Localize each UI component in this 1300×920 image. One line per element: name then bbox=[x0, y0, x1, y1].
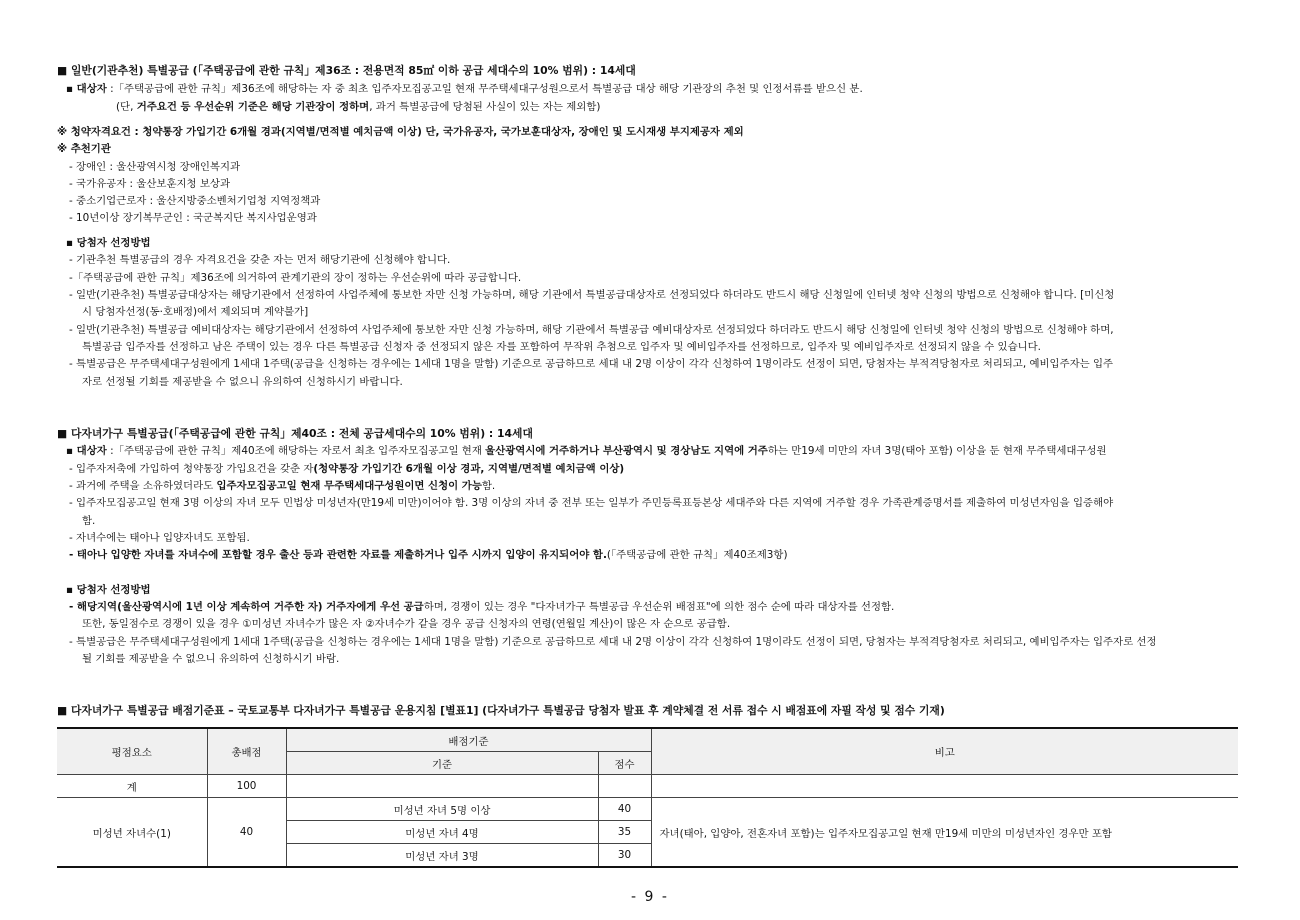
page-number: - 9 - bbox=[631, 889, 669, 905]
empty-cell bbox=[598, 775, 651, 798]
mc-target-line bbox=[66, 444, 1107, 458]
mc-item bbox=[69, 462, 624, 476]
mc-item-b: (청약통장 가입기간 6개월 이상 경과, 지역별/면적별 예치금액 이상) bbox=[313, 463, 625, 475]
mc-target-label: ▪ 대상자 bbox=[66, 445, 107, 457]
mc-sel-a: - 해당지역(울산광역시에 1년 이상 계속하여 거주한 자) 거주자에게 우선 공급 bbox=[69, 601, 424, 613]
recommend-title: ※ 추천기관 bbox=[57, 143, 111, 155]
section-title-score-table: ■ 다자녀가구 특별공급 배점기준표 – 국토교통부 다자녀가구 특별공급 운용지침 [별표1] (다자녀가구 특별공급 당첨자 발표 후 계약체결 전 서류 접수 시 배점표에 자필 작성 및 점수 기재) bbox=[57, 704, 945, 717]
mc-sel-b: 하며, 경쟁이 있는 경우 "다자녀가구 특별공급 우선순위 배점표"에 의한 점수 순에 따라 대상자를 선정함. bbox=[423, 601, 895, 613]
row-total: 40 bbox=[207, 798, 286, 868]
note-part-b: 거주요건 등 우선순위 기준은 해당 기관장이 정하며 bbox=[136, 101, 370, 113]
mc-item bbox=[69, 548, 788, 562]
recommend-item: - 중소기업근로자 : 울산지방중소벤처기업청 지역정책과 bbox=[69, 195, 321, 207]
mc-selection-item-cont: 될 기회를 제공받을 수 없으니 유의하여 신청하시기 바람. bbox=[82, 653, 340, 665]
mc-item-cont: 함. bbox=[82, 515, 96, 527]
empty-cell bbox=[651, 775, 1238, 798]
selection-item: -「주택공급에 관한 규칙」제36조에 의거하여 관계기관의 장이 정하는 우선순위에 따라 공급합니다. bbox=[69, 272, 522, 284]
target-label: ▪ 대상자 bbox=[66, 83, 107, 95]
mc-target-c: 하는 만19세 미만의 자녀 3명(태아 포함) 이상을 둔 현재 무주택세대구성원 bbox=[767, 445, 1107, 457]
mc-item-b: (「주택공급에 관한 규칙」제40조제3항) bbox=[606, 549, 788, 561]
target-note bbox=[116, 100, 600, 114]
recommend-item: - 국가유공자 : 울산보훈지청 보상과 bbox=[69, 178, 230, 190]
header-item: 평점요소 bbox=[57, 728, 207, 775]
selection-item: - 일반(기관추천) 특별공급대상자는 해당기관에서 선정하여 사업주체에 통보한 자만 신청 가능하며, 해당 기관에서 특별공급대상자로 선정되었다 하더라도 반드시 해당 신청일에 인터넷 청약 신청의 방법으로 신청해야 합니다. [미신청 bbox=[69, 289, 1115, 301]
header-note: 비고 bbox=[651, 728, 1238, 775]
row-basis: 미성년 자녀 5명 이상 bbox=[286, 798, 598, 821]
qualification-note: ※ 청약자격요건 : 청약통장 가입기간 6개월 경과(지역별/면적별 예치금액 이상) 단, 국가유공자, 국가보훈대상자, 장애인 및 도시재생 부지제공자 제외 bbox=[57, 126, 744, 138]
mc-item-a: - 입주자저축에 가입하여 청약통장 가입요건을 갖춘 자 bbox=[69, 463, 314, 475]
section-title-multichild: ■ 다자녀가구 특별공급(「주택공급에 관한 규칙」제40조 : 전체 공급세대수의 10% 범위) : 14세대 bbox=[57, 427, 533, 440]
row-item: 미성년 자녀수(1) bbox=[57, 798, 207, 868]
selection-item-cont: 자로 선정될 기회를 제공받을 수 없으니 유의하여 신청하시기 바랍니다. bbox=[82, 376, 403, 388]
score-table bbox=[57, 727, 1238, 868]
mc-selection-item-cont: 또한, 동일점수로 경쟁이 있을 경우 ①미성년 자녀수가 많은 자 ②자녀수가 같을 경우 공급 신청자의 연령(연월일 계산)이 많은 자 순으로 공급함. bbox=[82, 618, 731, 630]
mc-target-a: :「주택공급에 관한 규칙」제40조에 해당하는 자로서 최초 입주자모집공고일 현재 bbox=[106, 445, 486, 457]
target-text: :「주택공급에 관한 규칙」제36조에 해당하는 자 중 최초 입주자모집공고일 현재 무주택세대구성원으로서 특별공급 대상 해당 기관장의 추천 및 인정서류를 받으신 분. bbox=[106, 83, 863, 95]
mc-item: - 입주자모집공고일 현재 3명 이상의 자녀 모두 민법상 미성년자(만19세 미만)이어야 함. 3명 이상의 자녀 중 전부 또는 일부가 주민등록표등본상 세대주와 다른 지역에 거주할 경우 가족관계증명서를 제출하여 미성년자임을 입증해야 bbox=[69, 497, 1114, 509]
row-basis: 미성년 자녀 4명 bbox=[286, 821, 598, 844]
header-score: 점수 bbox=[598, 752, 651, 775]
table-row bbox=[57, 798, 1238, 821]
recommend-item: - 10년이상 장기복무군인 : 국군복지단 복지사업운영과 bbox=[69, 212, 317, 224]
mc-selection-item: - 특별공급은 무주택세대구성원에게 1세대 1주택(공급을 신청하는 경우에는 1세대 1명을 말함) 기준으로 공급하므로 세대 내 2명 이상이 각각 신청하여 1명이라도 선정이 되면, 당첨자는 부적격당첨자로 처리되고, 예비입주자는 입주자로 선정 bbox=[69, 636, 1157, 648]
row-basis: 미성년 자녀 3명 bbox=[286, 844, 598, 868]
mc-item-a: - 태아나 입양한 자녀를 자녀수에 포함할 경우 출산 등과 관련한 자료를 제출하거나 입주 시까지 입양이 유지되어야 함. bbox=[69, 549, 607, 561]
mc-item-a: - 과거에 주택을 소유하였더라도 bbox=[69, 480, 217, 492]
header-total: 총배점 bbox=[207, 728, 286, 775]
table-row bbox=[57, 775, 1238, 798]
header-criteria: 배점기준 bbox=[286, 728, 651, 752]
sum-label: 계 bbox=[57, 775, 207, 798]
selection-item: - 특별공급은 무주택세대구성원에게 1세대 1주택(공급을 신청하는 경우에는 1세대 1명을 말함) 기준으로 공급하므로 세대 내 2명 이상이 각각 신청하여 1명이라도 선정이 되면, 당첨자는 부적격당첨자로 처리되고, 예비입주자는 입주 bbox=[69, 358, 1114, 370]
sum-total: 100 bbox=[207, 775, 286, 798]
selection-title: ▪ 당첨자 선정방법 bbox=[66, 237, 151, 249]
recommend-item: - 장애인 : 울산광역시청 장애인복지과 bbox=[69, 161, 241, 173]
row-note: 자녀(태아, 입양아, 전혼자녀 포함)는 입주자모집공고일 현재 만19세 미만의 미성년자인 경우만 포함 bbox=[651, 798, 1238, 868]
target-line bbox=[66, 82, 863, 96]
mc-item: - 자녀수에는 태아나 입양자녀도 포함됨. bbox=[69, 532, 250, 544]
selection-item-cont: 시 당첨자선정(동·호배정)에서 제외되며 계약불가] bbox=[82, 306, 309, 318]
row-score: 30 bbox=[598, 844, 651, 868]
row-score: 35 bbox=[598, 821, 651, 844]
mc-selection-title: ▪ 당첨자 선정방법 bbox=[66, 584, 151, 596]
mc-item-c: 함. bbox=[481, 480, 496, 492]
mc-item-b: 입주자모집공고일 현재 무주택세대구성원이면 신청이 가능 bbox=[216, 480, 482, 492]
mc-item bbox=[69, 479, 495, 493]
mc-target-b: 울산광역시에 거주하거나 부산광역시 및 경상남도 지역에 거주 bbox=[485, 445, 768, 457]
selection-item-cont: 특별공급 입주자를 선정하고 남은 주택이 있는 경우 다른 특별공급 신청자 중 선정되지 않은 자를 포함하여 무작위 추첨으로 입주자 및 예비입주자를 선정하므로, 입주자 및 예비입주자로 선정되지 않을 수 있습니다. bbox=[82, 341, 1041, 353]
empty-cell bbox=[286, 775, 598, 798]
note-part-c: , 과거 특별공급에 당첨된 사실이 있는 자는 제외함) bbox=[369, 101, 601, 113]
header-basis: 기준 bbox=[286, 752, 598, 775]
selection-item: - 일반(기관추천) 특별공급 예비대상자는 해당기관에서 선정하여 사업주체에 통보한 자만 신청 가능하며, 해당 기관에서 특별공급 예비대상자로 선정되었다 하더라도 반드시 해당 신청일에 인터넷 청약 신청의 방법으로 신청해야 하며, bbox=[69, 324, 1114, 336]
mc-selection-item bbox=[69, 600, 894, 614]
section-title-institution: ■ 일반(기관추천) 특별공급 (「주택공급에 관한 규칙」제36조 : 전용면적 85㎡ 이하 공급 세대수의 10% 범위) : 14세대 bbox=[57, 64, 636, 77]
selection-item: - 기관추천 특별공급의 경우 자격요건을 갖춘 자는 먼저 해당기관에 신청해야 합니다. bbox=[69, 254, 451, 266]
row-score: 40 bbox=[598, 798, 651, 821]
note-part-a: (단, bbox=[116, 101, 137, 113]
